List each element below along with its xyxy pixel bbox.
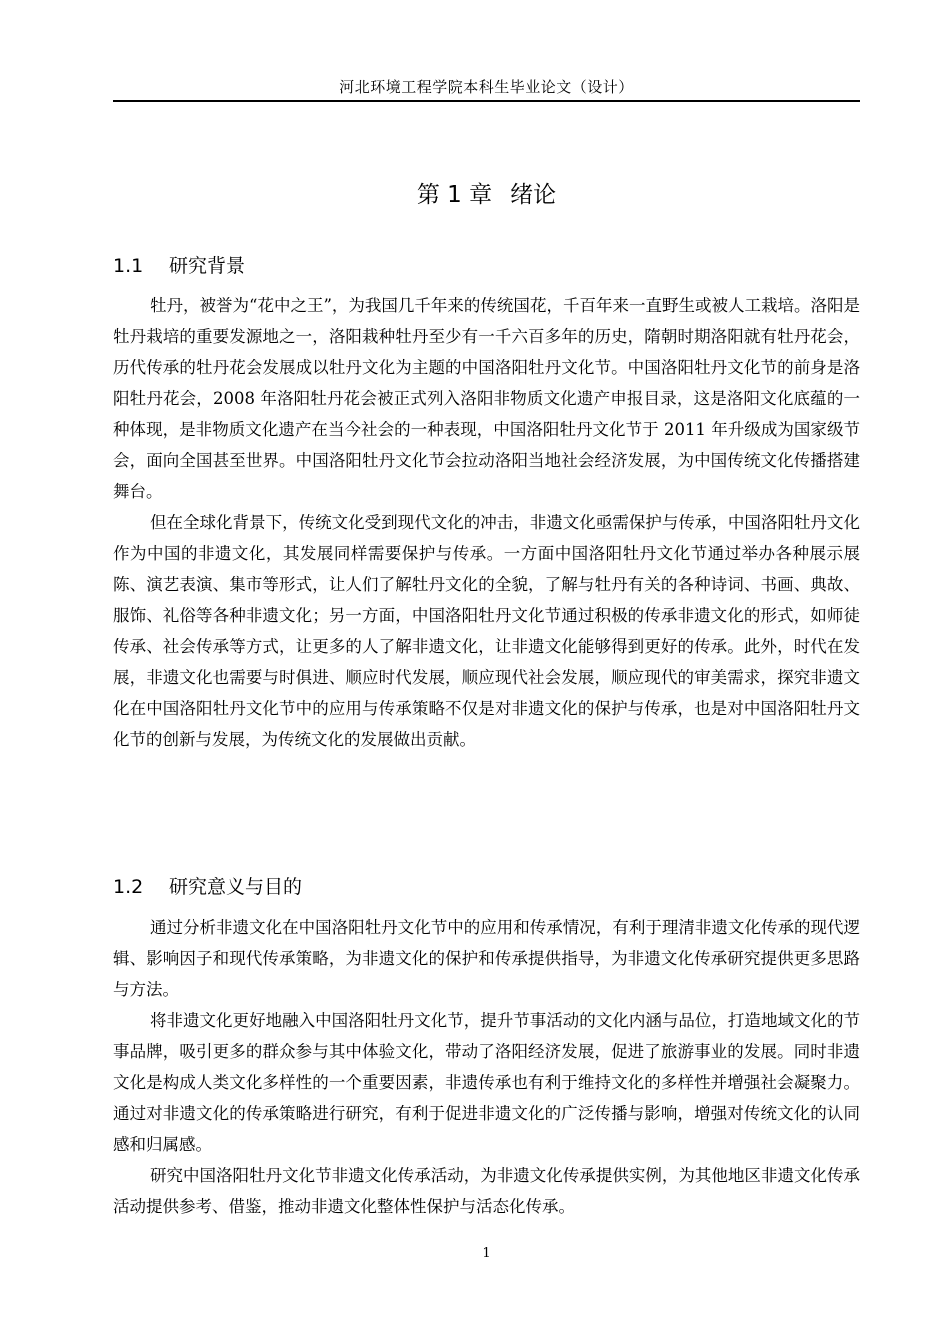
chapter-name: 绪论	[510, 182, 557, 208]
paragraph: 研究中国洛阳牡丹文化节非遗文化传承活动，为非遗文化传承提供实例，为其他地区非遗文化传承活动提供参考、借鉴，推动非遗文化整体性保护与活态化传承。	[113, 1166, 860, 1216]
page-number: 1	[482, 1246, 491, 1261]
section-title: 研究背景	[169, 255, 246, 277]
section-title: 研究意义与目的	[169, 876, 303, 898]
section-number: 1.2	[113, 876, 144, 898]
section-heading-1-1	[113, 252, 860, 280]
paragraph: 但在全球化背景下，传统文化受到现代文化的冲击，非遗文化亟需保护与传承，中国洛阳牡丹文化作为中国的非遗文化，其发展同样需要保护与传承。一方面中国洛阳牡丹文化节通过举办各种展示展陈、演艺表演、集市等形式，让人们了解牡丹文化的全貌，了解与牡丹有关的各种诗词、书画、典故、服饰、礼俗等各种非遗文化；另一方面，中国洛阳牡丹文化节通过积极的传承非遗文化的形式，如师徒传承、社会传承等方式，让更多的人了解非遗文化，让非遗文化能够得到更好的传承。此外，时代在发展，非遗文化也需要与时俱进、顺应时代发展，顺应现代社会发展，顺应现代的审美需求，探究非遗文化在中国洛阳牡丹文化节中的应用与传承策略不仅是对非遗文化的保护与传承，也是对中国洛阳牡丹文化节的创新与发展，为传统文化的发展做出贡献。	[113, 513, 860, 749]
section-body-1-2	[113, 912, 860, 1222]
paragraph: 牡丹，被誉为“花中之王”，为我国几千年来的传统国花，千百年来一直野生或被人工栽培。洛阳是牡丹栽培的重要发源地之一，洛阳栽种牡丹至少有一千六百多年的历史，隋朝时期洛阳就有牡丹花会，历代传承的牡丹花会发展成以牡丹文化为主题的中国洛阳牡丹文化节。中国洛阳牡丹文化节的前身是洛阳牡丹花会，2008 年洛阳牡丹花会被正式列入洛阳非物质文化遗产申报目录，这是洛阳文化底蕴的一种体现，是非物质文化遗产在当今社会的一种表现，中国洛阳牡丹文化节于 2011 年升级成为国家级节会，面向全国甚至世界。中国洛阳牡丹文化节会拉动洛阳当地社会经济发展，为中国传统文化传播搭建舞台。	[113, 296, 860, 501]
chapter-title	[113, 180, 860, 210]
header-rule	[113, 100, 860, 102]
paragraph: 将非遗文化更好地融入中国洛阳牡丹文化节，提升节事活动的文化内涵与品位，打造地域文化的节事品牌，吸引更多的群众参与其中体验文化，带动了洛阳经济发展，促进了旅游事业的发展。同时非遗文化是构成人类文化多样性的一个重要因素，非遗传承也有利于维持文化的多样性并增强社会凝聚力。通过对非遗文化的传承策略进行研究，有利于促进非遗文化的广泛传播与影响，增强对传统文化的认同感和归属感。	[113, 1011, 860, 1154]
section-number: 1.1	[113, 255, 144, 277]
paragraph: 通过分析非遗文化在中国洛阳牡丹文化节中的应用和传承情况，有利于理清非遗文化传承的现代逻辑、影响因子和现代传承策略，为非遗文化的保护和传承提供指导，为非遗文化传承研究提供更多思路与方法。	[113, 918, 860, 999]
section-heading-1-2	[113, 873, 860, 901]
section-body-1-1	[113, 290, 860, 755]
running-header: 河北环境工程学院本科生毕业论文（设计）	[339, 78, 634, 96]
chapter-number: 第 1 章	[416, 182, 493, 208]
